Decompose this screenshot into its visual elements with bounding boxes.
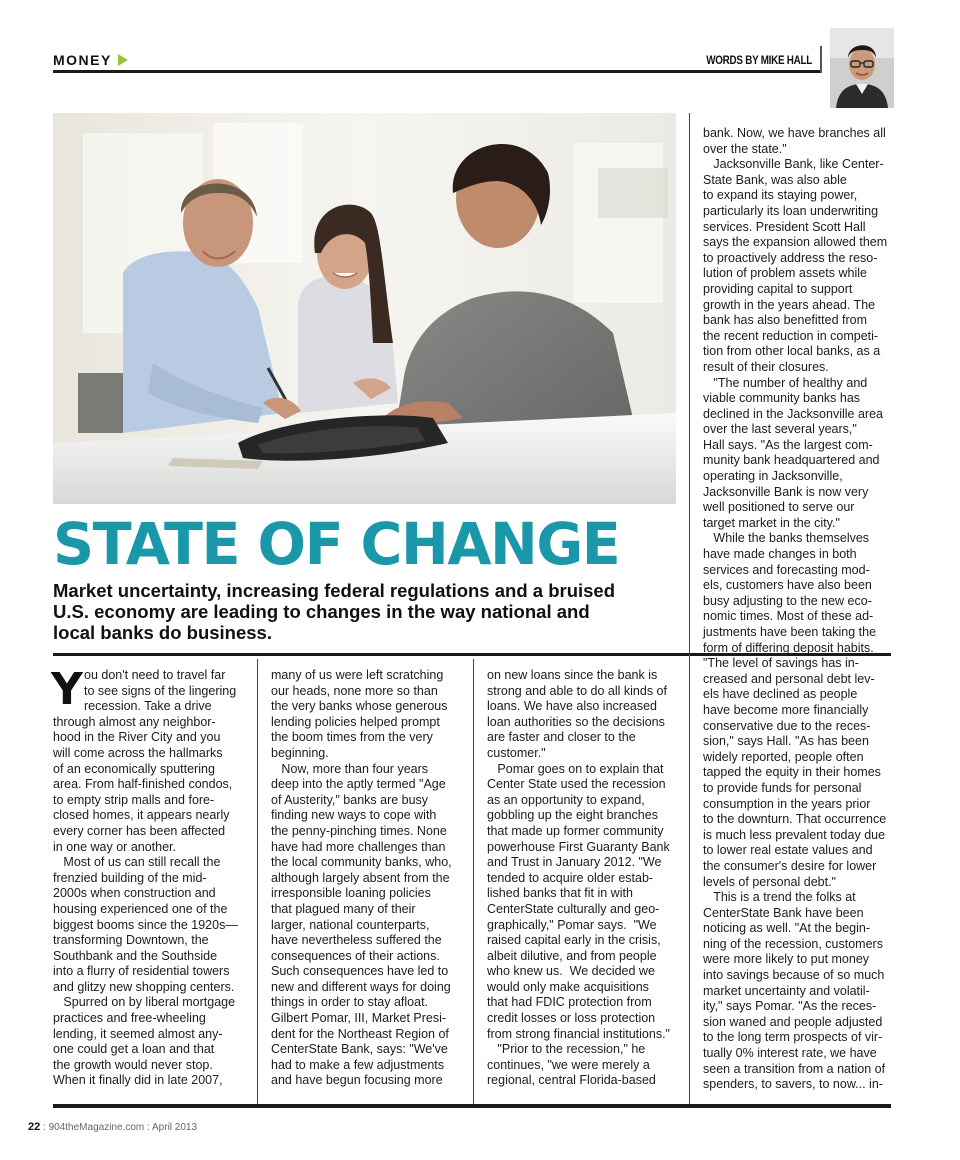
byline-divider (820, 46, 822, 73)
triangle-arrow-icon (118, 54, 128, 66)
text-line: over the last several years," (703, 422, 857, 437)
text-line: have nevertheless suffered the (271, 933, 442, 948)
text-line: who knew us. We decided we (487, 964, 655, 979)
text-line: continues, "we were merely a (487, 1057, 650, 1072)
text-line: as an opportunity to expand, (487, 792, 645, 807)
author-photo (830, 28, 894, 108)
text-line: sion," says Hall. "As has been (703, 734, 869, 749)
text-line: to the long term prospects of vir- (703, 1030, 883, 1045)
text-line: new and different ways for doing (271, 979, 451, 994)
text-line: to expand its staying power, (703, 188, 858, 203)
text-line: "Prior to the recession," he (487, 1042, 646, 1057)
text-line: on new loans since the bank is (487, 668, 658, 682)
article-deck (53, 580, 668, 643)
text-line: the recent reduction in competi- (703, 328, 879, 343)
author-portrait-image (830, 28, 894, 108)
text-line: over the state." (703, 141, 787, 156)
footer-site: 904theMagazine.com (48, 1122, 145, 1133)
text-line: noticing as well. "At the begin- (703, 921, 871, 936)
text-line: irresponsible loaning policies (271, 886, 431, 901)
text-line: seen a transition from a nation of (703, 1061, 886, 1076)
text-line: would only make acquisitions (487, 979, 649, 994)
text-line: had to make a few adjustments (271, 1057, 445, 1072)
text-line: bank. Now, we have branches all (703, 126, 886, 140)
text-line: one could get a loan and that (53, 1042, 215, 1057)
text-line: to the downturn. That occurrence (703, 812, 887, 827)
text-line: Southbank and the Southside (53, 948, 218, 963)
text-line: were more likely to put money (703, 952, 870, 967)
text-line: declined in the Jacksonville area (703, 406, 883, 421)
text-line: area. From half-finished condos, (53, 777, 233, 792)
text-line: When it finally did in late 2007, (53, 1073, 223, 1088)
text-line: recession. Take a drive (84, 699, 212, 714)
text-line: to empty strip malls and fore- (53, 792, 215, 807)
text-line: ou don't need to travel far (84, 668, 226, 682)
text-column-3 (487, 668, 687, 1089)
text-line: to provide funds for personal (703, 780, 862, 795)
text-line: of an economically sputtering (53, 761, 215, 776)
text-line: viable community banks has (703, 391, 861, 406)
text-line: lished banks that fit in with (487, 886, 633, 901)
text-line: through almost any neighbor- (53, 714, 216, 729)
text-line: although largely absent from the (271, 870, 450, 885)
text-line: to see signs of the lingering (84, 683, 237, 698)
text-line: the very banks whose generous (271, 699, 448, 714)
text-column-2 (271, 668, 471, 1089)
text-line: tually 0% interest rate, we have (703, 1046, 877, 1061)
text-line: finding new ways to cope with (271, 808, 437, 823)
text-line: in one way or another. (53, 839, 176, 854)
deck-line: local banks do business. (53, 622, 272, 643)
text-line: have become more financially (703, 702, 869, 717)
column-divider (689, 113, 690, 1104)
text-line: CenterState Bank have been (703, 905, 864, 920)
text-line: the local community banks, who, (271, 855, 452, 870)
text-line: powerhouse First Guaranty Bank (487, 839, 670, 854)
footer-rule (53, 1104, 891, 1108)
column-divider (473, 659, 474, 1104)
text-line: into a flurry of residential towers (53, 964, 230, 979)
text-line: Now, more than four years (271, 761, 429, 776)
column-divider (257, 659, 258, 1104)
text-line: munity bank headquartered and (703, 453, 880, 468)
text-line: albeit dilutive, and from people (487, 948, 657, 963)
text-line: and have begun focusing more (271, 1073, 443, 1088)
section-name: MONEY (53, 52, 112, 68)
text-line: form of differing deposit habits. (703, 640, 874, 655)
text-line: the growth would never stop. (53, 1057, 213, 1072)
text-line: services. President Scott Hall (703, 219, 866, 234)
text-line: operating in Jacksonville, (703, 469, 843, 484)
text-line: lending policies helped prompt (271, 714, 440, 729)
text-line: the penny-pinching times. None (271, 823, 447, 838)
text-line: loan authorities so the decisions (487, 714, 665, 729)
text-column-4 (703, 126, 898, 1093)
text-line: our heads, none more so than (271, 683, 438, 698)
byline: WORDS BY MIKE HALL (706, 53, 812, 67)
text-line: market uncertainty and volatil- (703, 983, 870, 998)
text-line: hood in the River City and you (53, 730, 221, 745)
text-line: of Austerity," banks are busy (271, 792, 429, 807)
drop-cap: Y (51, 664, 83, 715)
text-line: nomic times. Most of these ad- (703, 609, 874, 624)
text-line: CenterState culturally and geo- (487, 901, 660, 916)
page-number: 22 (28, 1121, 41, 1133)
text-line: particularly its loan underwriting (703, 203, 879, 218)
text-line: lending, it seemed almost any- (53, 1026, 223, 1041)
text-line: dent for the Northeast Region of (271, 1026, 449, 1041)
text-line: spenders, to savers, to now... in- (703, 1077, 883, 1092)
text-line: Pomar goes on to explain that (487, 761, 664, 776)
text-line: from strong financial institutions." (487, 1026, 670, 1041)
text-line: lution of problem assets while (703, 266, 867, 281)
text-line: closed homes, it appears nearly (53, 808, 230, 823)
text-line: Jacksonville Bank, like Center- (703, 157, 884, 172)
text-line: 2000s when construction and (53, 886, 216, 901)
text-line: customer." (487, 745, 546, 760)
text-line: Gilbert Pomar, III, Market Presi- (271, 1011, 447, 1026)
text-line: strong and able to do all kinds of (487, 683, 667, 698)
text-line: "The level of savings has in- (703, 656, 859, 671)
text-line: that plagued many of their (271, 901, 416, 916)
text-line: is much less prevalent today due (703, 827, 886, 842)
text-line: into savings because of so much (703, 968, 885, 983)
text-line: This is a trend the folks at (703, 890, 856, 905)
text-line: "The number of healthy and (703, 375, 868, 390)
text-line: sion waned and people adjusted (703, 1014, 883, 1029)
text-line: regional, central Florida-based (487, 1073, 656, 1088)
text-line: will come across the hallmarks (53, 745, 223, 760)
text-line: busy adjusting to the new eco- (703, 593, 872, 608)
text-line: Jacksonville Bank is now very (703, 484, 869, 499)
text-line: result of their closures. (703, 359, 829, 374)
text-line: to proactively address the reso- (703, 250, 878, 265)
footer-separator: : (40, 1122, 49, 1133)
text-line: the boom times from the very (271, 730, 433, 745)
text-line: and Trust in January 2012. "We (487, 855, 662, 870)
header-rule (53, 70, 821, 73)
text-line: ity," says Pomar. "As the reces- (703, 999, 877, 1014)
text-line: conservative due to the reces- (703, 718, 871, 733)
bank-meeting-photo (53, 113, 676, 504)
text-line: tion from other local banks, as a (703, 344, 881, 359)
text-line: consumption in the years prior (703, 796, 871, 811)
text-line: housing experienced one of the (53, 901, 228, 916)
text-line: are faster and closer to the (487, 730, 636, 745)
text-line: While the banks themselves (703, 531, 870, 546)
text-line: frenzied building of the mid- (53, 870, 207, 885)
text-line: the consumer's desire for lower (703, 858, 877, 873)
text-line: growth in the years ahead. The (703, 297, 876, 312)
text-line: to lower real estate values and (703, 843, 873, 858)
text-line: have had more challenges than (271, 839, 446, 854)
text-line: loans. We have also increased (487, 699, 658, 714)
text-line: deep into the aptly termed "Age (271, 777, 446, 792)
text-line: services and forecasting mod- (703, 562, 870, 577)
footer-issue: April 2013 (152, 1122, 198, 1133)
deck-line: Market uncertainty, increasing federal regulations and a bruised (53, 580, 616, 601)
deck-line: U.S. economy are leading to changes in the way national and (53, 601, 590, 622)
text-line: says the expansion allowed them (703, 235, 888, 250)
footer-separator: : (144, 1122, 153, 1133)
text-line: tapped the equity in their homes (703, 765, 881, 780)
text-line: els, customers have also been (703, 578, 872, 593)
text-column-1 (51, 664, 253, 1089)
text-line: biggest booms since the 1920s— (53, 917, 238, 932)
text-line: levels of personal debt." (703, 874, 836, 889)
text-line: have made changes in both (703, 547, 857, 562)
text-line: larger, national counterparts, (271, 917, 430, 932)
section-label (53, 52, 128, 68)
text-line: justments have been taking the (703, 625, 877, 639)
text-line: beginning. (271, 745, 329, 760)
text-line: Such consequences have led to (271, 964, 449, 979)
text-line: providing capital to support (703, 281, 853, 296)
text-line: Center State used the recession (487, 777, 666, 792)
text-line: CenterState Bank, says: "We've (271, 1042, 448, 1057)
page-footer (28, 1121, 197, 1133)
text-line: creased and personal debt lev- (703, 671, 875, 686)
text-line: raised capital early in the crisis, (487, 933, 661, 948)
text-line: transforming Downtown, the (53, 933, 209, 948)
hero-photo (53, 113, 676, 504)
text-line: well positioned to serve our (703, 500, 855, 515)
text-line: gobbling up the eight branches (487, 808, 658, 823)
text-line: Most of us can still recall the (53, 855, 221, 870)
text-line: many of us were left scratching (271, 668, 444, 682)
text-line: graphically," Pomar says. "We (487, 917, 657, 932)
text-line: ning of the recession, customers (703, 936, 883, 951)
text-line: widely reported, people often (703, 749, 864, 764)
text-line: every corner has been affected (53, 823, 226, 838)
text-line: els have declined as people (703, 687, 858, 702)
text-line: Hall says. "As the largest com- (703, 437, 873, 452)
text-line: that had FDIC protection from (487, 995, 652, 1010)
text-line: tended to acquire older estab- (487, 870, 654, 885)
text-line: and glitzy new shopping centers. (53, 979, 235, 994)
text-line: State Bank, was also able (703, 172, 847, 187)
text-line: credit losses or loss protection (487, 1011, 656, 1026)
text-line: target market in the city." (703, 515, 840, 530)
text-line: practices and free-wheeling (53, 1011, 206, 1026)
text-line: consequences of their actions. (271, 948, 440, 963)
text-line: that made up former community (487, 823, 664, 838)
text-line: bank has also benefitted from (703, 313, 867, 328)
article-headline: STATE OF CHANGE (53, 510, 620, 578)
text-line: Spurred on by liberal mortgage (53, 995, 236, 1010)
text-line: things in order to stay afloat. (271, 995, 429, 1010)
